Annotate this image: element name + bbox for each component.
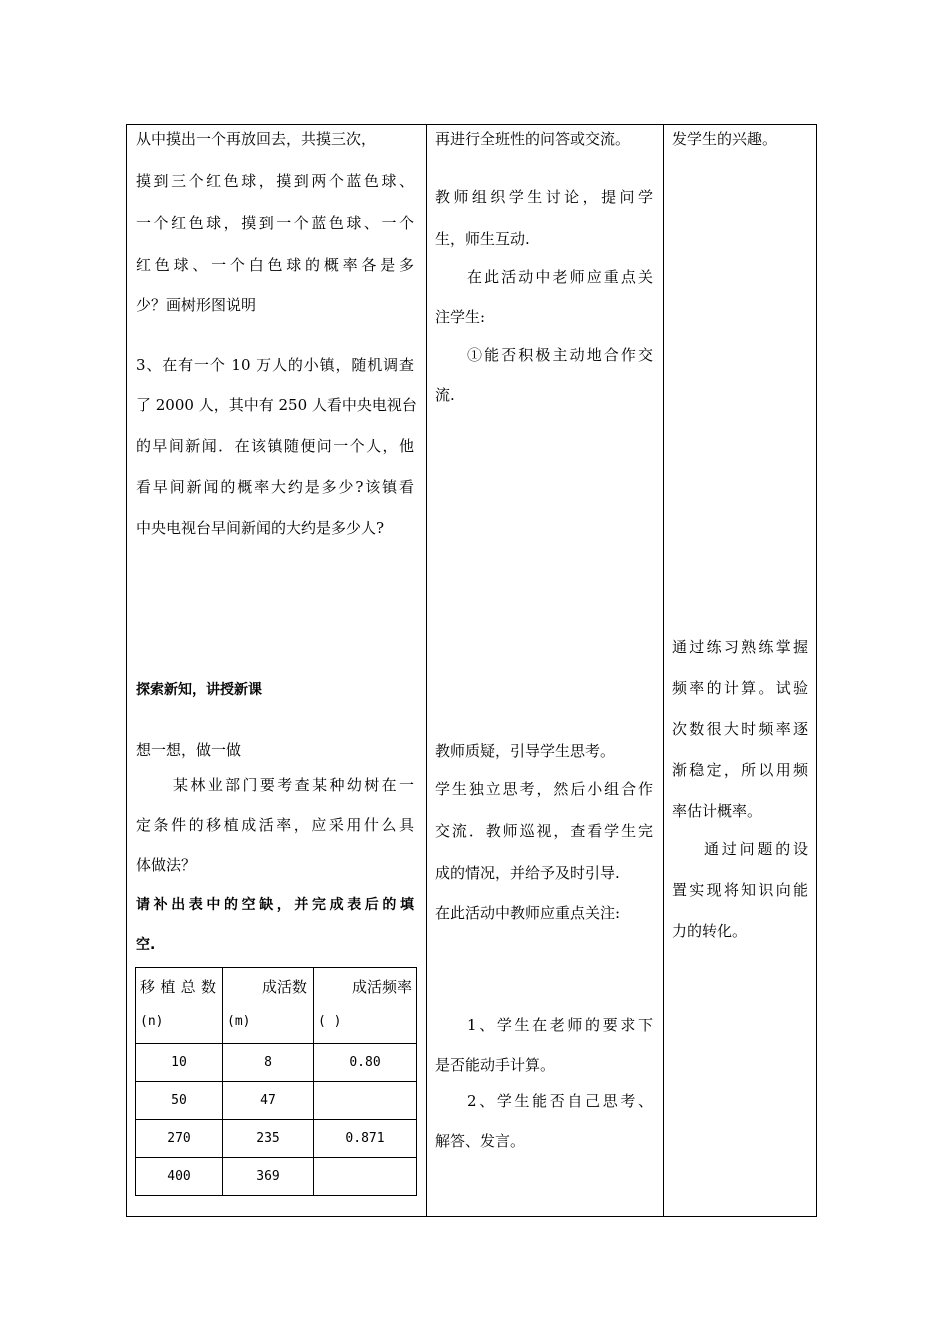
table-cell: 400 <box>136 1158 223 1196</box>
problem-line-1: 某林业部门要考查某种幼树在一 <box>173 776 414 794</box>
table-header-row <box>136 968 417 1044</box>
header-total: 移植总数 (n) <box>136 968 223 1044</box>
table-row <box>136 1158 417 1196</box>
col3-top-line: 发学生的兴趣。 <box>672 130 778 148</box>
q2-line-5: 少？画树形图说明 <box>136 296 257 314</box>
col2-line-2: 教师组织学生讨论，提问学 <box>435 188 653 206</box>
col2-bottom-line-4: 解答、发言。 <box>435 1132 526 1150</box>
design-intent-column <box>664 125 817 1217</box>
q3-line-3: 的早间新闻．在该镇随便问一个人，他 <box>136 437 414 455</box>
q2-line-3: 一个红色球，摸到一个蓝色球、一个 <box>136 214 414 232</box>
col2-bottom-line-3: 2、学生能否自己思考、 <box>467 1092 653 1110</box>
col2-mid-line-2: 学生独立思考，然后小组合作 <box>435 780 653 798</box>
col3-line-3: 次数很大时频率逐 <box>672 720 808 738</box>
col2-mid-line-4: 成的情况，并给予及时引导. <box>435 864 620 882</box>
problem-line-2: 定条件的移植成活率，应采用什么具 <box>136 816 414 834</box>
table-cell <box>314 1082 417 1120</box>
col2-line-6: ①能否积极主动地合作交 <box>467 346 653 364</box>
col3-line-5: 率估计概率。 <box>672 802 763 820</box>
col2-line-5: 注学生: <box>435 308 486 326</box>
table-cell: 0.80 <box>314 1044 417 1082</box>
q2-line-1: 从中摸出一个再放回去，共摸三次， <box>136 130 377 148</box>
col3-line-2: 频率的计算。试验 <box>672 679 808 697</box>
col2-mid-line-5: 在此活动中教师应重点关注: <box>435 904 621 922</box>
col2-mid-line-3: 交流．教师巡视，查看学生完 <box>435 822 653 840</box>
instruction-line-1: 请补出表中的空缺，并完成表后的填 <box>136 897 414 913</box>
col2-bottom-line-2: 是否能动手计算。 <box>435 1056 556 1074</box>
table-cell: 0.871 <box>314 1120 417 1158</box>
table-cell: 10 <box>136 1044 223 1082</box>
q3-line-2: 了 2000 人，其中有 250 人看中央电视台 <box>136 396 417 414</box>
table-cell: 235 <box>223 1120 314 1158</box>
subtitle: 想一想，做一做 <box>136 741 242 759</box>
col3-line-4: 渐稳定，所以用频 <box>672 761 808 779</box>
table-row <box>136 1044 417 1082</box>
col2-mid-line-1: 教师质疑，引导学生思考。 <box>435 742 616 760</box>
table-cell: 47 <box>223 1082 314 1120</box>
table-row <box>136 1120 417 1158</box>
col3-line-7: 置实现将知识向能 <box>672 881 808 899</box>
q3-line-5: 中央电视台早间新闻的大约是多少人? <box>136 519 385 537</box>
table-row <box>136 1082 417 1120</box>
col3-line-8: 力的转化。 <box>672 922 748 940</box>
col2-bottom-line-1: 1、学生在老师的要求下 <box>467 1016 653 1034</box>
col2-line-7: 流. <box>435 386 455 404</box>
section-title: 探索新知，讲授新课 <box>136 682 262 698</box>
lesson-plan-table <box>126 124 817 1217</box>
q3-line-4: 看早间新闻的概率大约是多少?该镇看 <box>136 478 414 496</box>
table-cell <box>314 1158 417 1196</box>
content-column <box>127 125 427 1217</box>
instruction-line-2: 空. <box>136 937 156 953</box>
teacher-activity-column <box>427 125 664 1217</box>
header-survived: 成活数 (m) <box>223 968 314 1044</box>
survival-rate-table <box>135 967 417 1196</box>
q3-line-1: 3、在有一个 10 万人的小镇，随机调查 <box>136 356 414 374</box>
col2-line-3: 生，师生互动. <box>435 230 530 248</box>
q2-line-4: 红色球、一个白色球的概率各是多 <box>136 256 414 274</box>
table-cell: 369 <box>223 1158 314 1196</box>
q2-line-2: 摸到三个红色球，摸到两个蓝色球、 <box>136 172 414 190</box>
col2-line-1: 再进行全班性的问答或交流。 <box>435 130 631 148</box>
header-frequency: 成活频率 ( ) <box>314 968 417 1044</box>
table-cell: 50 <box>136 1082 223 1120</box>
col3-line-1: 通过练习熟练掌握 <box>672 638 808 656</box>
col3-line-6: 通过问题的设 <box>704 840 808 858</box>
col2-line-4: 在此活动中老师应重点关 <box>467 268 653 286</box>
problem-line-3: 体做法？ <box>136 856 197 874</box>
table-cell: 270 <box>136 1120 223 1158</box>
table-cell: 8 <box>223 1044 314 1082</box>
